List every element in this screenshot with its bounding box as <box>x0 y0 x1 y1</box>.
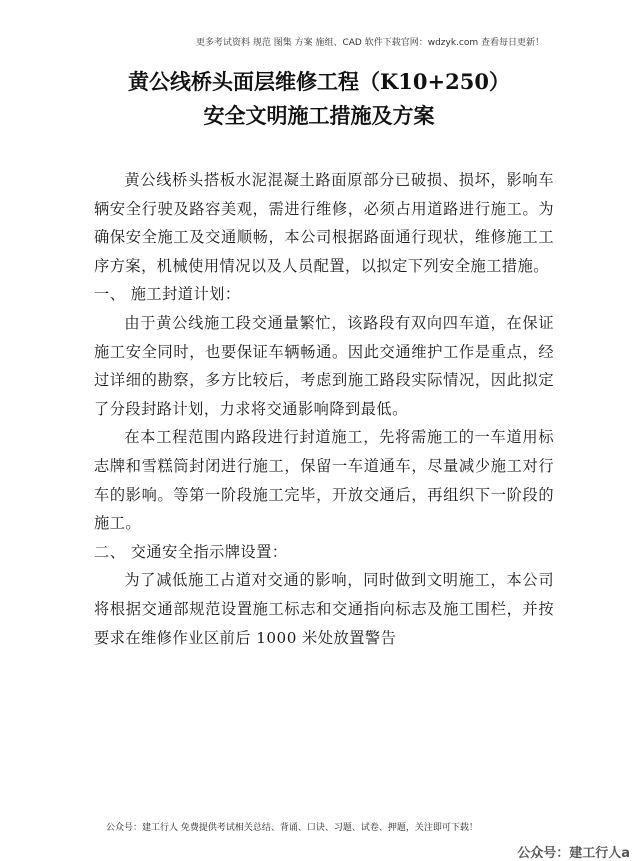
paragraph-traffic-plan: 由于黄公线施工段交通量繁忙，该路段有双向四车道，在保证施工安全同时，也要保证车辆畅通。因此交通维护工作是重点，经过详细的勘察，多方比较后，考虑到施工路段实际情况，因此拟定了分段封路计划，力求将交通影响降到最低。 <box>94 313 554 418</box>
header-note: 更多考试资料 规范 图集 方案 施组、CAD 软件下载官网：wdzyk.com 查看每日更新！ <box>196 38 544 48</box>
document-body <box>94 166 554 652</box>
footer-note: 公众号：建工行人 免费提供考试相关总结、背诵、口诀、习题、试卷、押题，关注即可下载！ <box>106 823 478 833</box>
document-title-line-1: 黄公线桥头面层维修工程（K10+250） <box>128 69 510 94</box>
paragraph-lane-closure: 在本工程范围内路段进行封道施工，先将需施工的一车道用标志牌和雪糕筒封闭进行施工，保留一车道通车，尽量减少施工对行车的影响。等第一阶段施工完毕，开放交通后，再组织下一阶段的施工。 <box>94 428 554 533</box>
section-heading-2: 二、 交通安全指示牌设置： <box>94 542 288 561</box>
paragraph-signage: 为了减低施工占道对交通的影响，同时做到文明施工，本公司将根据交通部规范设置施工标志和交通指向标志及施工围栏，并按要求在维修作业区前后 1000 米处放置警告 <box>94 571 554 647</box>
paragraph-intro: 黄公线桥头搭板水泥混凝土路面原部分已破损、损坏，影响车辆安全行驶及路容美观，需进行维修，必须占用道路进行施工。为确保安全施工及交通顺畅，本公司根据路面通行现状，维修施工工序方案，机械使用情况以及人员配置，以拟定下列安全施工措施。 <box>94 171 554 275</box>
section-heading-1: 一、 施工封道计划： <box>94 285 241 304</box>
document-title-line-2: 安全文明施工措施及方案 <box>203 103 435 128</box>
watermark: 公众号：建工行人a <box>517 846 630 861</box>
